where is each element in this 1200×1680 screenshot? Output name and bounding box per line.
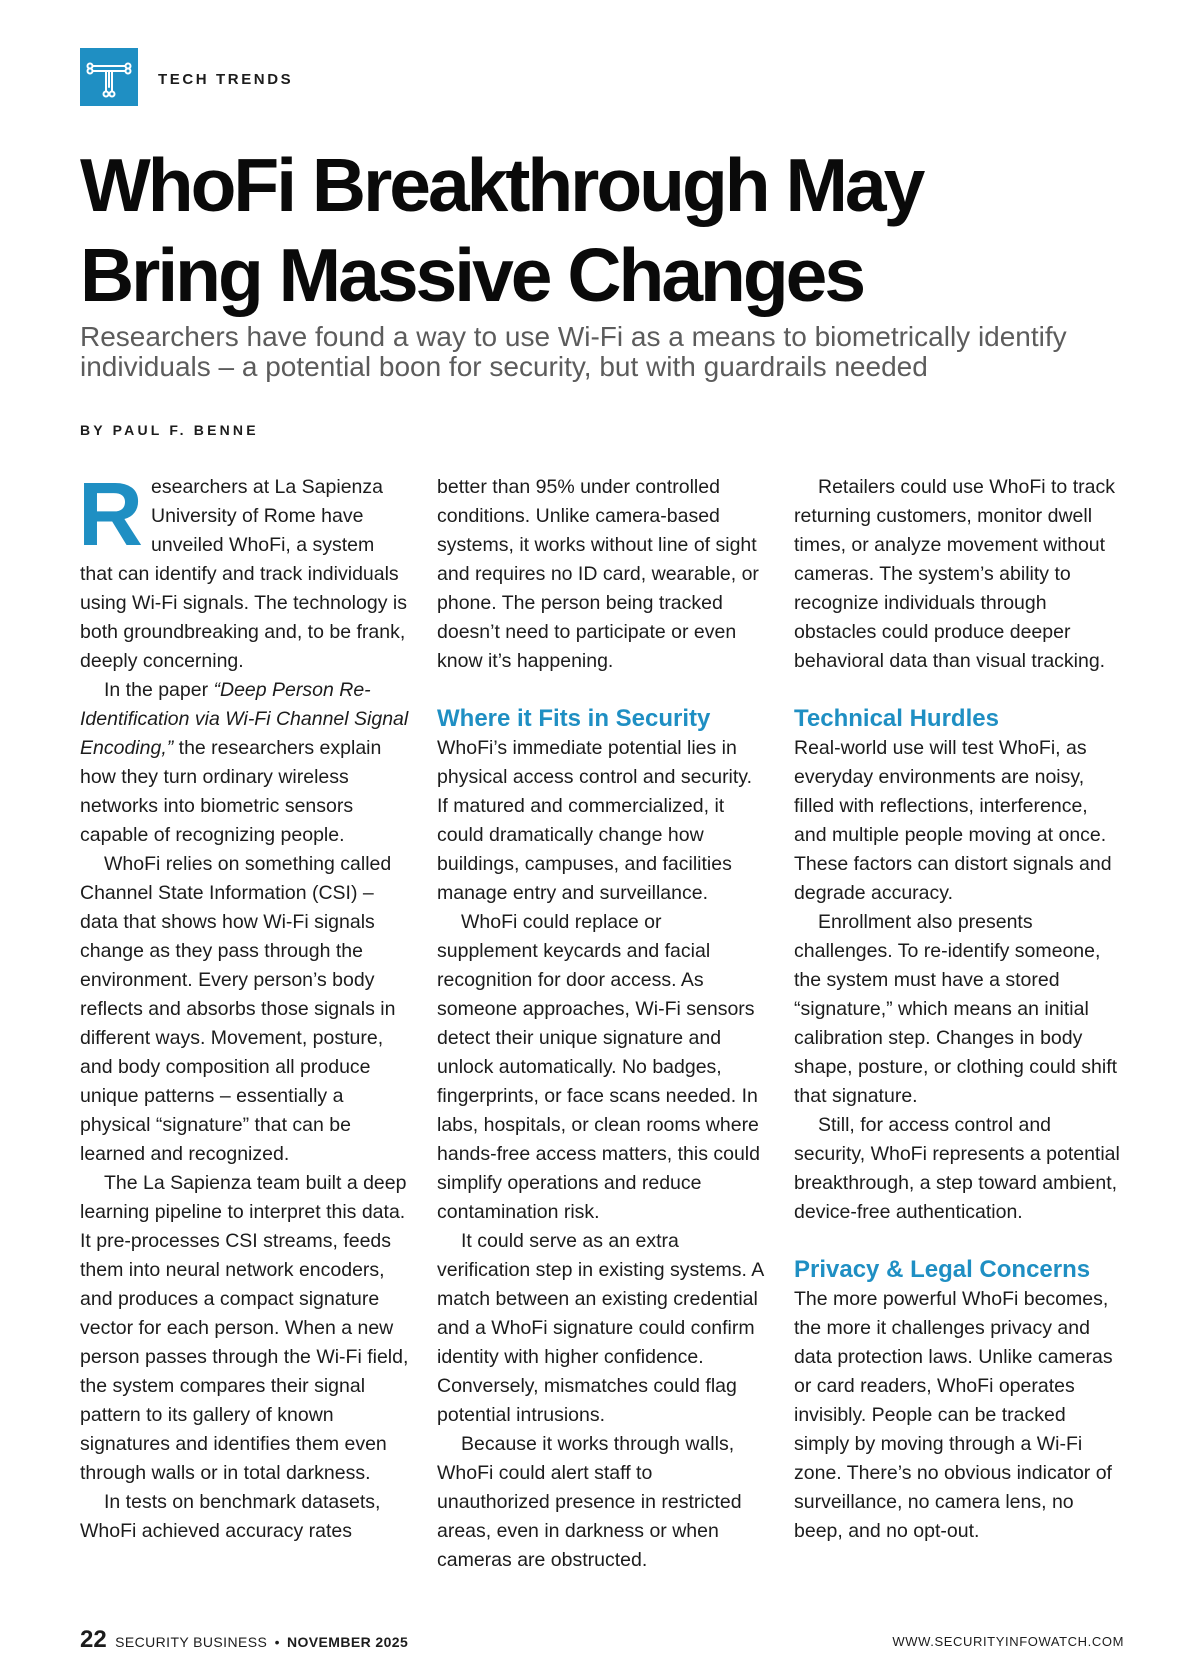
body-paragraph: It could serve as an extra verification step in existing systems. A match between an existing credential and a WhoFi signature could confirm identity with higher confidence. Conversely, mismatches could flag potential intrusions. — [437, 1230, 764, 1426]
body-paragraph: The La Sapienza team built a deep learning pipeline to interpret this data. It pre-processes CSI streams, feeds them into neural network encoders, and produces a compact signature vector for each person. When a new person passes through the Wi-Fi field, the system compares their signal pattern to its gallery of known signatures and identifies them even through walls or in total darkness. — [80, 1172, 409, 1484]
section-label: TECH TRENDS — [158, 71, 294, 88]
body-paragraph: better than 95% under controlled conditions. Unlike camera-based systems, it works without line of sight and requires no ID card, wearable, or phone. The person being tracked doesn’t need to participate or even know it’s happening. — [437, 476, 759, 672]
page-number: 22 — [80, 1626, 107, 1653]
website-url[interactable]: WWW.SECURITYINFOWATCH.COM — [892, 1634, 1124, 1649]
section-logo — [80, 48, 138, 106]
drop-cap: R — [78, 465, 143, 565]
body-paragraph: In tests on benchmark datasets, WhoFi achieved accuracy rates — [80, 1491, 381, 1542]
paragraph-text: In the paper — [104, 679, 214, 701]
byline: BY PAUL F. BENNE — [80, 422, 259, 438]
body-paragraph: Real-world use will test WhoFi, as everyday environments are noisy, filled with reflections, interference, and multiple people moving at once. These factors can distort signals and degrade accuracy. — [794, 737, 1112, 904]
section-heading: Privacy & Legal Concerns — [794, 1256, 1091, 1283]
body-paragraph — [78, 465, 410, 676]
paragraph-text: esearchers at La Sapienza University of Rome have unveiled WhoFi, a system that can identify and track individuals using Wi-Fi signals. The technology is both groundbreaking and, to be frank, deeply concerning. — [80, 476, 407, 672]
deck-line-1: Researchers have found a way to use Wi-Fi as a means to biometrically identify — [80, 321, 1067, 352]
body-paragraph: The more powerful WhoFi becomes, the more it challenges privacy and data protection laws. Unlike cameras or card readers, WhoFi operates invisibly. People can be tracked simply by moving through a Wi-Fi zone. There’s no obvious indicator of surveillance, no camera lens, no beep, and no opt-out. — [794, 1288, 1113, 1542]
body-paragraph — [80, 676, 410, 850]
section-heading: Where it Fits in Security — [437, 705, 711, 732]
footer-separator: • — [274, 1634, 280, 1650]
body-paragraph: Enrollment also presents challenges. To re-identify someone, the system must have a stored “signature,” which means an initial calibration step. Changes in body shape, posture, or clothing could shift that signature. — [794, 911, 1118, 1107]
article-column-3 — [794, 473, 1124, 1546]
body-paragraph: Still, for access control and security, WhoFi represents a potential breakthrough, a step toward ambient, device-free authentication. — [794, 1114, 1120, 1223]
headline-line-1: WhoFi Breakthrough May — [80, 143, 923, 227]
section-heading: Technical Hurdles — [794, 705, 999, 732]
body-paragraph: WhoFi’s immediate potential lies in physical access control and security. If matured and commercialized, it could dramatically change how buildings, campuses, and facilities manage entry and surveillance. — [437, 737, 753, 904]
article-column-1 — [78, 465, 410, 1546]
headline-line-2: Bring Massive Changes — [80, 233, 864, 317]
body-paragraph: WhoFi relies on something called Channel State Information (CSI) – data that shows how Wi-Fi signals change as they pass through the environment. Every person’s body reflects and absorbs those signals in different ways. Movement, posture, and body composition all produce unique patterns – essentially a physical “signature” that can be learned and recognized. — [80, 853, 396, 1165]
paragraph-text: the researchers explain how they turn ordinary wireless networks into biometric sensors capable of recognizing people. — [80, 737, 382, 846]
article-deck — [80, 322, 1120, 382]
publication-name: SECURITY BUSINESS — [115, 1634, 268, 1650]
body-paragraph: Because it works through walls, WhoFi could alert staff to unauthorized presence in restricted areas, even in darkness or when cameras are obstructed. — [437, 1433, 742, 1571]
body-paragraph: WhoFi could replace or supplement keycards and facial recognition for door access. As someone approaches, Wi-Fi sensors detect their unique signature and unlock automatically. No badges, fingerprints, or face scans needed. In labs, hospitals, or clean rooms where hands-free access matters, this could simplify operations and reduce contamination risk. — [437, 911, 760, 1223]
issue-date: NOVEMBER 2025 — [287, 1634, 409, 1650]
article-column-2 — [437, 473, 767, 1575]
page-footer — [80, 1626, 408, 1654]
circuit-letter-t-icon — [80, 48, 138, 106]
cited-paper-title: “Deep Person Re-Identification via Wi-Fi Channel Signal Encoding,” — [80, 679, 409, 759]
article-headline — [80, 140, 1120, 320]
body-paragraph: Retailers could use WhoFi to track returning customers, monitor dwell times, or analyze movement without cameras. The system’s ability to recognize individuals through obstacles could produce deeper behavioral data than visual tracking. — [794, 476, 1115, 672]
deck-line-2: individuals – a potential boon for security, but with guardrails needed — [80, 351, 928, 382]
